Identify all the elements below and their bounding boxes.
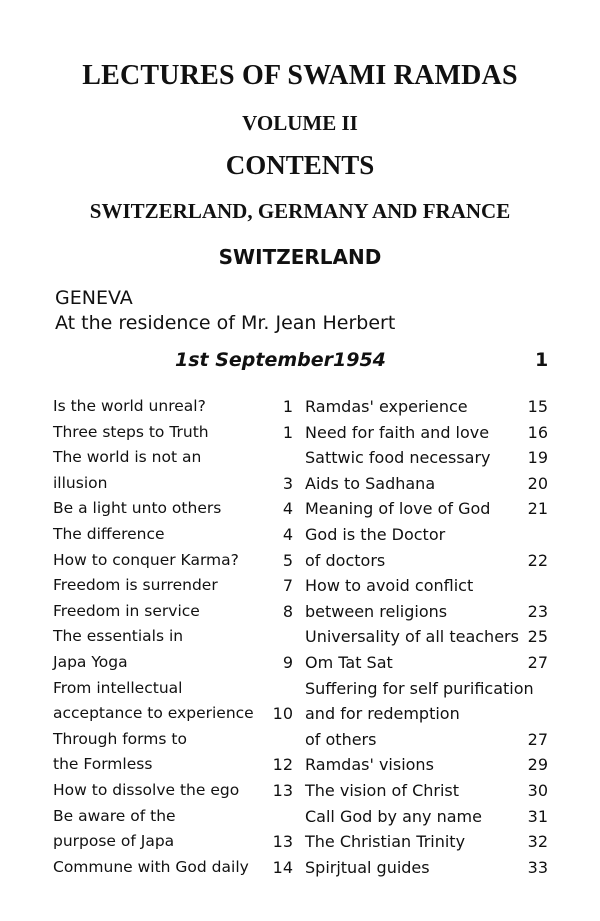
entry-page-number: 13 [272, 780, 293, 800]
entry-title: The Christian Trinity [305, 832, 466, 852]
contents-entry [53, 701, 293, 727]
contents-entry [53, 676, 293, 702]
entry-title: Universality of all teachers [305, 627, 519, 647]
contents-entry [305, 727, 548, 753]
entry-title: From intellectual [53, 678, 183, 697]
entry-title: The difference [53, 524, 165, 543]
entry-title: illusion [53, 473, 108, 492]
entry-title: Three steps to Truth [53, 422, 209, 441]
entry-title: Be a light unto others [53, 499, 222, 518]
contents-entry [305, 599, 548, 625]
entry-title: Ramdas' experience [305, 397, 468, 416]
entry-title: purpose of Japa [53, 832, 175, 851]
contents-entry [53, 778, 293, 804]
entry-page-number: 27 [527, 729, 548, 749]
city-heading: GENEVA [55, 287, 133, 309]
entry-title: How to dissolve the ego [53, 780, 240, 799]
contents-entry [53, 727, 293, 753]
venue-text: At the residence of Mr. Jean Herbert [55, 312, 396, 334]
contents-entry [53, 471, 293, 497]
entry-title: Through forms to [53, 729, 187, 748]
contents-entry [305, 394, 548, 420]
entry-title: Commune with God daily [53, 857, 249, 876]
entry-title: of others [305, 729, 377, 749]
entry-title: Freedom in service [53, 601, 200, 620]
entry-page-number: 20 [527, 473, 548, 493]
entry-page-number: 1 [282, 422, 293, 442]
entry-page-number: 8 [282, 601, 293, 621]
entry-page-number: 3 [282, 473, 293, 493]
contents-entry [53, 624, 293, 650]
entry-page-number: 10 [272, 704, 293, 724]
entry-page-number: 9 [282, 652, 293, 672]
contents-entry [305, 676, 548, 702]
entry-title: Spirjtual guides [305, 857, 430, 877]
entry-title: and for redemption [305, 704, 460, 724]
contents-entry [53, 445, 293, 471]
contents-entry [305, 650, 548, 676]
entry-title: acceptance to experience [53, 704, 254, 723]
entry-title: How to avoid conflict [305, 576, 474, 596]
session-page-number: 1 [535, 349, 549, 371]
entry-page-number: 14 [272, 857, 293, 877]
contents-entry [305, 701, 548, 727]
entry-page-number: 13 [272, 832, 293, 852]
entry-title: the Formless [53, 755, 153, 774]
entry-page-number: 32 [527, 832, 548, 852]
contents-entry [305, 471, 548, 497]
entry-page-number: 7 [282, 576, 293, 596]
section-heading: SWITZERLAND [218, 245, 382, 269]
contents-entry [53, 599, 293, 625]
contents-entry [53, 650, 293, 676]
entry-title: Japa Yoga [53, 652, 128, 671]
contents-entry [305, 778, 548, 804]
entry-page-number: 30 [527, 780, 548, 800]
contents-entry [305, 445, 548, 471]
session-date: 1st September1954 [175, 349, 386, 371]
contents-entry [305, 804, 548, 830]
contents-entry [53, 855, 293, 881]
entry-title: The vision of Christ [305, 780, 460, 800]
countries-heading: SWITZERLAND, GERMANY AND FRANCE [89, 199, 511, 223]
entry-title: Aids to Sadhana [305, 473, 436, 493]
entry-title: Sattwic food necessary [305, 448, 491, 468]
entry-title: The world is not an [53, 448, 202, 467]
entry-title: Freedom is surrender [53, 576, 218, 595]
contents-entry [53, 420, 293, 446]
entry-page-number: 21 [527, 499, 548, 519]
volume-label: VOLUME II [242, 111, 358, 135]
entry-title: Om Tat Sat [305, 652, 393, 672]
entry-page-number: 27 [527, 652, 548, 672]
entry-title: Is the world unreal? [53, 397, 206, 415]
entry-page-number: 4 [282, 499, 293, 519]
contents-entry [305, 496, 548, 522]
contents-entry [53, 829, 293, 855]
contents-right-column [305, 394, 548, 880]
entry-page-number: 4 [282, 524, 293, 544]
contents-entry [305, 752, 548, 778]
entry-page-number: 22 [527, 550, 548, 570]
contents-entry [53, 548, 293, 574]
contents-entry [305, 829, 548, 855]
entry-title: Need for faith and love [305, 422, 490, 442]
entry-page-number: 15 [527, 397, 548, 416]
entry-title: between religions [305, 601, 448, 621]
contents-left-column [53, 394, 293, 880]
contents-entry [305, 522, 548, 548]
book-title: LECTURES OF SWAMI RAMDAS [82, 60, 518, 91]
entry-page-number: 29 [527, 755, 548, 775]
contents-heading: CONTENTS [225, 150, 375, 180]
entry-title: Meaning of love of God [305, 499, 491, 519]
entry-title: The essentials in [53, 627, 184, 646]
entry-title: Call God by any name [305, 806, 482, 826]
entry-page-number: 1 [282, 397, 293, 416]
entry-title: Ramdas' visions [305, 755, 434, 775]
contents-entry [53, 804, 293, 830]
entry-title: God is the Doctor [305, 524, 446, 544]
contents-entry [305, 624, 548, 650]
entry-page-number: 5 [282, 550, 293, 570]
contents-entry [53, 394, 293, 420]
entry-title: Be aware of the [53, 806, 176, 825]
contents-entry [53, 752, 293, 778]
entry-page-number: 16 [527, 422, 548, 442]
entry-page-number: 19 [527, 448, 548, 468]
entry-title: Suffering for self purification [305, 678, 534, 698]
entry-page-number: 12 [272, 755, 293, 775]
contents-entry [53, 573, 293, 599]
contents-entry [305, 548, 548, 574]
contents-entry [305, 855, 548, 881]
entry-title: How to conquer Karma? [53, 550, 239, 569]
contents-entry [305, 573, 548, 599]
entry-title: of doctors [305, 550, 386, 570]
contents-entry [53, 496, 293, 522]
entry-page-number: 31 [527, 806, 548, 826]
entry-page-number: 33 [527, 857, 548, 877]
contents-entry [305, 420, 548, 446]
contents-entry [53, 522, 293, 548]
entry-page-number: 25 [527, 627, 548, 647]
entry-page-number: 23 [527, 601, 548, 621]
